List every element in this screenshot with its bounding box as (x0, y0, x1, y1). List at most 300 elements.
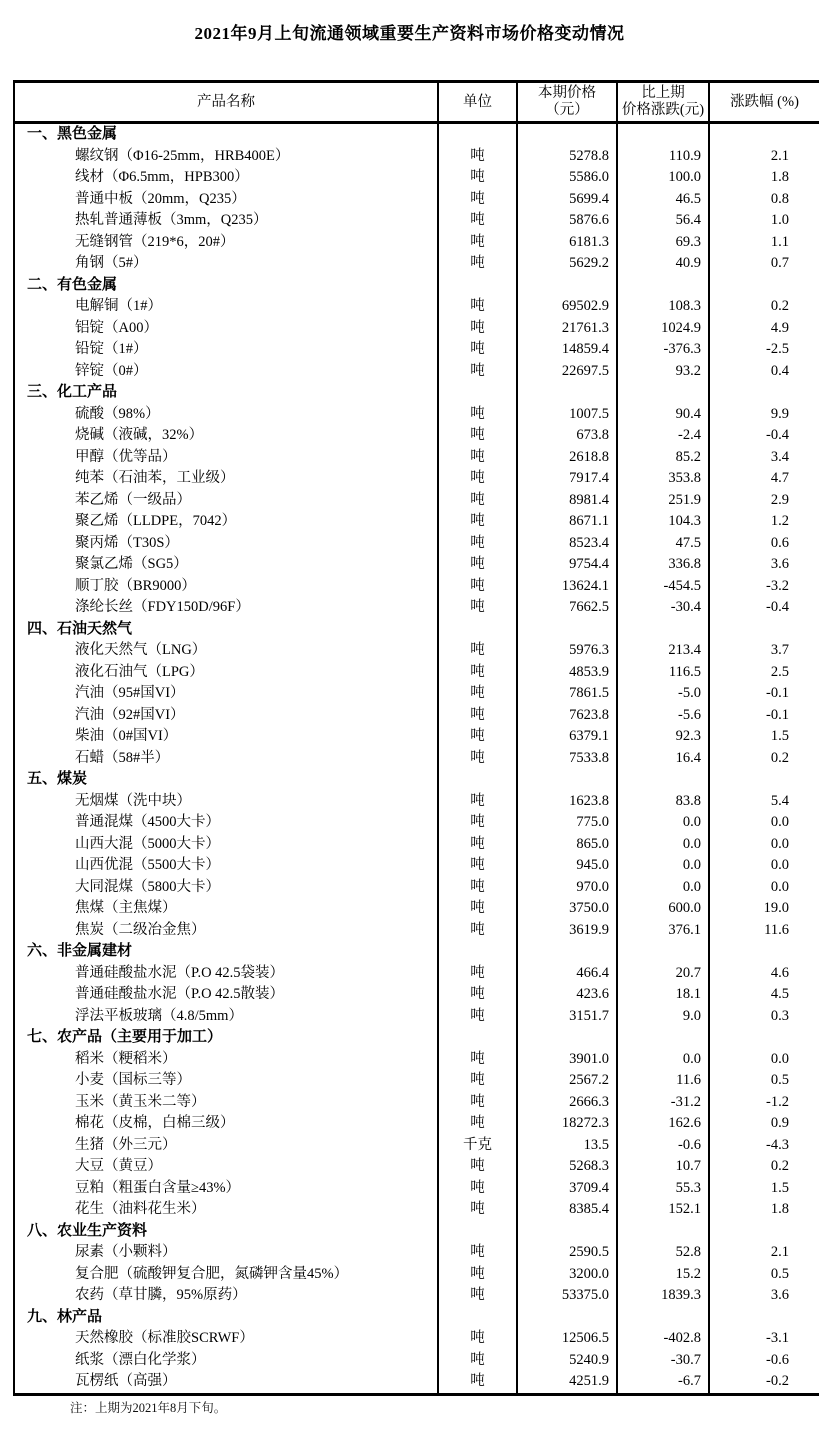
change-cell: 116.5 (618, 662, 710, 684)
price-cell: 466.4 (518, 963, 618, 985)
unit-cell: 吨 (439, 705, 518, 727)
price-cell: 14859.4 (518, 339, 618, 361)
product-name-cell: 普通硅酸盐水泥（P.O 42.5散装） (15, 984, 439, 1006)
price-cell: 21761.3 (518, 318, 618, 340)
change-cell: 52.8 (618, 1242, 710, 1264)
percent-cell: 4.7 (770, 470, 789, 486)
product-name-cell: 线材（Φ6.5mm，HPB300） (15, 167, 439, 189)
change-cell: 336.8 (618, 554, 710, 576)
section-empty-cell (618, 1307, 710, 1329)
product-name-cell: 锌锭（0#） (15, 361, 439, 383)
section-empty-cell (518, 124, 618, 146)
change-cell: 152.1 (618, 1199, 710, 1221)
section-empty-cell (710, 1307, 819, 1329)
unit-cell: 吨 (439, 748, 518, 770)
product-name-cell: 纸浆（漂白化学浆） (15, 1350, 439, 1372)
section-title: 七、农产品（主要用于加工） (15, 1027, 439, 1049)
section-empty-cell (518, 619, 618, 641)
unit-cell: 吨 (439, 898, 518, 920)
product-name-cell: 焦炭（二级冶金焦） (15, 920, 439, 942)
section-empty-cell (439, 941, 518, 963)
section-empty-cell (618, 619, 710, 641)
section-empty-cell (710, 124, 819, 146)
change-cell: -2.4 (618, 425, 710, 447)
section-empty-cell (518, 1221, 618, 1243)
price-cell: 2590.5 (518, 1242, 618, 1264)
section-empty-cell (618, 1027, 710, 1049)
price-cell: 7917.4 (518, 468, 618, 490)
price-cell: 2618.8 (518, 447, 618, 469)
section-empty-cell (618, 382, 710, 404)
price-cell: 53375.0 (518, 1285, 618, 1307)
change-cell: -6.7 (618, 1371, 710, 1393)
price-cell: 8671.1 (518, 511, 618, 533)
product-name-cell: 农药（草甘膦，95%原药） (15, 1285, 439, 1307)
price-cell: 775.0 (518, 812, 618, 834)
section-empty-cell (439, 619, 518, 641)
section-title: 六、非金属建材 (15, 941, 439, 963)
price-cell: 5629.2 (518, 253, 618, 275)
price-cell: 7533.8 (518, 748, 618, 770)
percent-cell: 4.6 (770, 964, 789, 981)
percent-cell: 1.5 (770, 728, 789, 744)
unit-cell: 吨 (439, 984, 518, 1006)
percent-cell: 0.5 (770, 1265, 789, 1282)
unit-cell: 吨 (439, 662, 518, 684)
change-cell: 46.5 (618, 189, 710, 211)
unit-cell: 吨 (439, 1113, 518, 1135)
percent-cell: 3.4 (770, 448, 789, 465)
price-cell: 945.0 (518, 855, 618, 877)
product-name-cell: 大同混煤（5800大卡） (15, 877, 439, 899)
section-empty-cell (618, 124, 710, 146)
price-cell: 8981.4 (518, 490, 618, 512)
section-empty-cell (518, 1027, 618, 1049)
change-cell: 20.7 (618, 963, 710, 985)
percent-cell: 4.9 (770, 319, 789, 336)
price-cell: 1007.5 (518, 404, 618, 426)
percent-cell: 19.0 (763, 900, 789, 916)
change-cell: -30.7 (618, 1350, 710, 1372)
unit-cell: 吨 (439, 1070, 518, 1092)
header-product-name (15, 83, 439, 121)
percent-cell: 0.2 (770, 298, 789, 314)
section-empty-cell (618, 1221, 710, 1243)
change-cell: -5.6 (618, 705, 710, 727)
percent-cell: 2.1 (770, 147, 789, 164)
change-cell: 0.0 (618, 812, 710, 834)
change-cell: 93.2 (618, 361, 710, 383)
price-cell: 8523.4 (518, 533, 618, 555)
header-change-line2: 价格涨跌(元) (621, 102, 705, 118)
price-cell: 5699.4 (518, 189, 618, 211)
section-empty-cell (710, 1221, 819, 1243)
product-name-cell: 热轧普通薄板（3mm，Q235） (15, 210, 439, 232)
section-title: 二、有色金属 (15, 275, 439, 297)
price-cell: 5240.9 (518, 1350, 618, 1372)
table-header-row (15, 83, 819, 124)
price-cell: 970.0 (518, 877, 618, 899)
unit-cell: 吨 (439, 490, 518, 512)
product-name-cell: 棉花（皮棉，白棉三级） (15, 1113, 439, 1135)
change-cell: 353.8 (618, 468, 710, 490)
change-cell: 16.4 (618, 748, 710, 770)
change-cell: -402.8 (618, 1328, 710, 1350)
change-cell: -31.2 (618, 1092, 710, 1114)
price-cell: 3151.7 (518, 1006, 618, 1028)
section-title: 四、石油天然气 (15, 619, 439, 641)
page-title: 2021年9月上旬流通领域重要生产资料市场价格变动情况 (194, 24, 625, 43)
unit-cell: 吨 (439, 597, 518, 619)
price-cell: 69502.9 (518, 296, 618, 318)
product-name-cell: 铅锭（1#） (15, 339, 439, 361)
unit-cell: 吨 (439, 189, 518, 211)
price-cell: 5876.6 (518, 210, 618, 232)
product-name-cell: 天然橡胶（标准胶SCRWF） (15, 1328, 439, 1350)
header-price-line1: 本期价格 (538, 85, 596, 101)
percent-cell: 1.1 (770, 233, 789, 250)
unit-cell: 吨 (439, 1178, 518, 1200)
footnote: 注：上期为2021年8月下旬。 (70, 1401, 227, 1415)
change-cell: 0.0 (618, 855, 710, 877)
unit-cell: 吨 (439, 963, 518, 985)
product-name-cell: 稻米（粳稻米） (15, 1049, 439, 1071)
unit-cell: 吨 (439, 920, 518, 942)
change-cell: 92.3 (618, 726, 710, 748)
section-empty-cell (710, 941, 819, 963)
price-cell: 865.0 (518, 834, 618, 856)
unit-cell: 吨 (439, 683, 518, 705)
section-empty-cell (710, 382, 819, 404)
section-empty-cell (710, 275, 819, 297)
price-cell: 7662.5 (518, 597, 618, 619)
price-table (13, 80, 819, 1396)
unit-cell: 吨 (439, 468, 518, 490)
change-cell: 15.2 (618, 1264, 710, 1286)
percent-cell: -2.5 (766, 341, 789, 357)
price-cell: 3901.0 (518, 1049, 618, 1071)
percent-cell: -0.1 (766, 706, 789, 723)
product-name-cell: 纯苯（石油苯，工业级） (15, 468, 439, 490)
change-cell: 0.0 (618, 877, 710, 899)
unit-cell: 吨 (439, 1199, 518, 1221)
product-name-cell: 电解铜（1#） (15, 296, 439, 318)
price-cell: 22697.5 (518, 361, 618, 383)
percent-cell: 0.9 (770, 1115, 789, 1131)
unit-cell: 吨 (439, 1350, 518, 1372)
percent-cell: 0.3 (770, 1007, 789, 1024)
price-cell: 7623.8 (518, 705, 618, 727)
product-name-cell: 顺丁胶（BR9000） (15, 576, 439, 598)
section-empty-cell (518, 769, 618, 791)
price-cell: 3709.4 (518, 1178, 618, 1200)
price-cell: 4853.9 (518, 662, 618, 684)
section-empty-cell (439, 1307, 518, 1329)
percent-cell: 1.8 (770, 169, 789, 185)
percent-cell: 1.0 (770, 212, 789, 228)
price-cell: 5268.3 (518, 1156, 618, 1178)
percent-cell: -0.6 (766, 1351, 789, 1368)
percent-cell: 0.2 (770, 1158, 789, 1174)
section-title: 九、林产品 (15, 1307, 439, 1329)
price-cell: 18272.3 (518, 1113, 618, 1135)
section-empty-cell (518, 1307, 618, 1329)
product-name-cell: 豆粕（粗蛋白含量≥43%） (15, 1178, 439, 1200)
change-cell: -376.3 (618, 339, 710, 361)
product-name-cell: 汽油（92#国VI） (15, 705, 439, 727)
percent-cell: 2.1 (770, 1244, 789, 1260)
percent-cell: -3.1 (766, 1330, 789, 1346)
section-empty-cell (439, 1221, 518, 1243)
product-name-cell: 铝锭（A00） (15, 318, 439, 340)
unit-cell: 吨 (439, 232, 518, 254)
product-name-cell: 普通中板（20mm，Q235） (15, 189, 439, 211)
change-cell: 47.5 (618, 533, 710, 555)
product-name-cell: 无缝钢管（219*6，20#） (15, 232, 439, 254)
product-name-cell: 液化天然气（LNG） (15, 640, 439, 662)
section-empty-cell (439, 382, 518, 404)
percent-cell: 0.0 (770, 878, 789, 895)
product-name-cell: 螺纹钢（Φ16-25mm，HRB400E） (15, 146, 439, 168)
product-name-cell: 尿素（小颗料） (15, 1242, 439, 1264)
change-cell: 104.3 (618, 511, 710, 533)
unit-cell: 吨 (439, 1092, 518, 1114)
product-name-cell: 焦煤（主焦煤） (15, 898, 439, 920)
price-cell: 3619.9 (518, 920, 618, 942)
unit-cell: 吨 (439, 1006, 518, 1028)
header-current-price (518, 83, 618, 121)
price-cell: 3750.0 (518, 898, 618, 920)
section-empty-cell (618, 275, 710, 297)
product-name-cell: 普通硅酸盐水泥（P.O 42.5袋装） (15, 963, 439, 985)
section-title: 一、黑色金属 (15, 124, 439, 146)
percent-cell: -4.3 (766, 1136, 789, 1153)
percent-cell: -0.2 (766, 1373, 789, 1389)
unit-cell: 吨 (439, 167, 518, 189)
unit-cell: 吨 (439, 533, 518, 555)
change-cell: 18.1 (618, 984, 710, 1006)
section-empty-cell (439, 124, 518, 146)
header-percent-label: 涨跌幅 (%) (730, 93, 799, 110)
product-name-cell: 涤纶长丝（FDY150D/96F） (15, 597, 439, 619)
percent-cell: 0.0 (770, 835, 789, 852)
price-cell: 9754.4 (518, 554, 618, 576)
change-cell: -454.5 (618, 576, 710, 598)
percent-cell: 0.0 (770, 1050, 789, 1067)
section-empty-cell (439, 769, 518, 791)
change-cell: 1024.9 (618, 318, 710, 340)
price-cell: 6181.3 (518, 232, 618, 254)
change-cell: 83.8 (618, 791, 710, 813)
price-cell: 8385.4 (518, 1199, 618, 1221)
section-title: 三、化工产品 (15, 382, 439, 404)
percent-cell: 0.0 (770, 814, 789, 830)
unit-cell: 吨 (439, 726, 518, 748)
unit-cell: 吨 (439, 425, 518, 447)
price-cell: 5278.8 (518, 146, 618, 168)
product-name-cell: 甲醇（优等品） (15, 447, 439, 469)
change-cell: 1839.3 (618, 1285, 710, 1307)
change-cell: 69.3 (618, 232, 710, 254)
unit-cell: 吨 (439, 404, 518, 426)
unit-cell: 吨 (439, 146, 518, 168)
percent-cell: 1.5 (770, 1179, 789, 1196)
price-cell: 12506.5 (518, 1328, 618, 1350)
product-name-cell: 汽油（95#国VI） (15, 683, 439, 705)
unit-cell: 吨 (439, 296, 518, 318)
price-cell: 13.5 (518, 1135, 618, 1157)
section-empty-cell (710, 619, 819, 641)
header-change-line1: 比上期 (641, 85, 685, 101)
change-cell: 90.4 (618, 404, 710, 426)
header-price-change (618, 83, 710, 121)
section-empty-cell (618, 941, 710, 963)
price-cell: 6379.1 (518, 726, 618, 748)
unit-cell: 吨 (439, 253, 518, 275)
price-cell: 5976.3 (518, 640, 618, 662)
change-cell: 85.2 (618, 447, 710, 469)
unit-cell: 吨 (439, 834, 518, 856)
unit-cell: 吨 (439, 1328, 518, 1350)
section-title: 八、农业生产资料 (15, 1221, 439, 1243)
unit-cell: 吨 (439, 855, 518, 877)
price-cell: 2666.3 (518, 1092, 618, 1114)
change-cell: 56.4 (618, 210, 710, 232)
header-unit (439, 83, 518, 121)
percent-cell: 0.4 (770, 362, 789, 379)
price-cell: 7861.5 (518, 683, 618, 705)
product-name-cell: 液化石油气（LPG） (15, 662, 439, 684)
product-name-cell: 聚丙烯（T30S） (15, 533, 439, 555)
change-cell: 55.3 (618, 1178, 710, 1200)
product-name-cell: 小麦（国标三等） (15, 1070, 439, 1092)
section-empty-cell (518, 941, 618, 963)
product-name-cell: 角钢（5#） (15, 253, 439, 275)
change-cell: 376.1 (618, 920, 710, 942)
product-name-cell: 山西大混（5000大卡） (15, 834, 439, 856)
product-name-cell: 瓦楞纸（高强） (15, 1371, 439, 1393)
section-empty-cell (710, 1027, 819, 1049)
price-cell: 4251.9 (518, 1371, 618, 1393)
product-name-cell: 生猪（外三元） (15, 1135, 439, 1157)
change-cell: 11.6 (618, 1070, 710, 1092)
percent-cell: -3.2 (766, 577, 789, 594)
percent-cell: -0.4 (766, 427, 789, 443)
header-change-percent (710, 83, 819, 121)
section-empty-cell (439, 275, 518, 297)
percent-cell: 0.8 (770, 190, 789, 207)
product-name-cell: 柴油（0#国VI） (15, 726, 439, 748)
percent-cell: 3.6 (770, 1287, 789, 1303)
section-empty-cell (518, 382, 618, 404)
percent-cell: 3.7 (770, 642, 789, 658)
unit-cell: 吨 (439, 210, 518, 232)
price-cell: 423.6 (518, 984, 618, 1006)
unit-cell: 吨 (439, 554, 518, 576)
unit-cell: 吨 (439, 640, 518, 662)
unit-cell: 吨 (439, 339, 518, 361)
price-cell: 1623.8 (518, 791, 618, 813)
product-name-cell: 聚氯乙烯（SG5） (15, 554, 439, 576)
price-cell: 5586.0 (518, 167, 618, 189)
change-cell: 162.6 (618, 1113, 710, 1135)
product-name-cell: 普通混煤（4500大卡） (15, 812, 439, 834)
percent-cell: 5.4 (770, 792, 789, 809)
percent-cell: -0.1 (766, 685, 789, 701)
percent-cell: 1.2 (770, 513, 789, 529)
unit-cell: 吨 (439, 318, 518, 340)
change-cell: -5.0 (618, 683, 710, 705)
price-cell: 673.8 (518, 425, 618, 447)
header-unit-label: 单位 (463, 93, 492, 110)
change-cell: 9.0 (618, 1006, 710, 1028)
product-name-cell: 玉米（黄玉米二等） (15, 1092, 439, 1114)
unit-cell: 吨 (439, 511, 518, 533)
unit-cell: 吨 (439, 361, 518, 383)
section-empty-cell (710, 769, 819, 791)
change-cell: 0.0 (618, 1049, 710, 1071)
product-name-cell: 石蜡（58#半） (15, 748, 439, 770)
change-cell: 600.0 (618, 898, 710, 920)
product-name-cell: 大豆（黄豆） (15, 1156, 439, 1178)
product-name-cell: 无烟煤（洗中块） (15, 791, 439, 813)
change-cell: 251.9 (618, 490, 710, 512)
percent-cell: 0.0 (770, 857, 789, 873)
table-body (15, 124, 819, 1396)
percent-cell: 0.2 (770, 749, 789, 766)
change-cell: 108.3 (618, 296, 710, 318)
unit-cell: 吨 (439, 877, 518, 899)
section-empty-cell (518, 275, 618, 297)
unit-cell: 吨 (439, 1285, 518, 1307)
percent-cell: 11.6 (764, 921, 789, 938)
product-name-cell: 硫酸（98%） (15, 404, 439, 426)
section-empty-cell (439, 1027, 518, 1049)
change-cell: 40.9 (618, 253, 710, 275)
unit-cell: 吨 (439, 791, 518, 813)
product-name-cell: 复合肥（硫酸钾复合肥，氮磷钾含量45%） (15, 1264, 439, 1286)
percent-cell: 0.6 (770, 534, 789, 551)
percent-cell: -1.2 (766, 1093, 789, 1110)
price-cell: 2567.2 (518, 1070, 618, 1092)
percent-cell: 9.9 (770, 405, 789, 422)
change-cell: 213.4 (618, 640, 710, 662)
unit-cell: 吨 (439, 1242, 518, 1264)
percent-cell: 2.5 (770, 663, 789, 680)
product-name-cell: 花生（油料花生米） (15, 1199, 439, 1221)
section-title: 五、煤炭 (15, 769, 439, 791)
product-name-cell: 苯乙烯（一级品） (15, 490, 439, 512)
percent-cell: 4.5 (770, 986, 789, 1002)
change-cell: 100.0 (618, 167, 710, 189)
unit-cell: 吨 (439, 1049, 518, 1071)
percent-cell: 2.9 (770, 491, 789, 508)
header-product-label: 产品名称 (197, 93, 255, 110)
unit-cell: 吨 (439, 1371, 518, 1393)
change-cell: -30.4 (618, 597, 710, 619)
change-cell: 110.9 (618, 146, 710, 168)
change-cell: -0.6 (618, 1135, 710, 1157)
unit-cell: 吨 (439, 812, 518, 834)
percent-cell: 0.7 (770, 255, 789, 271)
unit-cell: 吨 (439, 447, 518, 469)
percent-cell: 1.8 (770, 1201, 789, 1217)
product-name-cell: 山西优混（5500大卡） (15, 855, 439, 877)
unit-cell: 吨 (439, 1264, 518, 1286)
change-cell: 10.7 (618, 1156, 710, 1178)
unit-cell: 吨 (439, 1156, 518, 1178)
product-name-cell: 聚乙烯（LLDPE，7042） (15, 511, 439, 533)
